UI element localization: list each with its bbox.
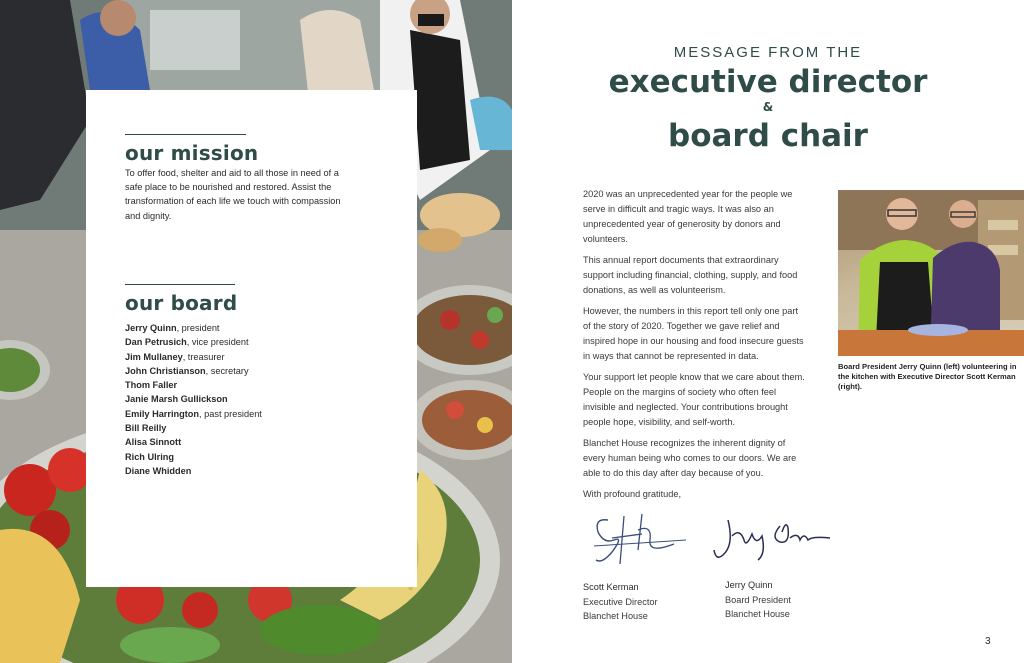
letter-paragraph: 2020 was an unprecedented year for the people we serve in difficult and tragic ways. It was also an unprecedented year of generosity by donors and volunteers. — [583, 189, 793, 244]
volunteers-photo-illustration — [838, 190, 1024, 356]
mission-text: To offer food, shelter and aid to all those in need of a safe place to be nourished and restored. Assist the transformation of each life we touch with compassion and dignity. — [125, 168, 341, 221]
signer-org: Blanchet House — [725, 609, 790, 619]
mission-board-card — [86, 90, 417, 587]
board-list — [125, 321, 262, 478]
board-member: Thom Faller — [125, 380, 178, 391]
jerry-quinn-signature — [710, 514, 840, 564]
board-member: Dan Petrusich, vice president — [125, 337, 249, 348]
letter-body — [583, 187, 805, 508]
letter-paragraph: This annual report documents that extraordinary support including financial, clothing, supply, and food donations, as well as volunteerism. — [583, 255, 798, 295]
title-executive-director: executive director — [608, 64, 928, 100]
photo-caption: Board President Jerry Quinn (left) volunteering in the kitchen with Executive Director Scott Kerman (right). — [838, 362, 1017, 391]
board-member: Jerry Quinn, president — [125, 323, 220, 333]
letter-paragraph: Blanchet House recognizes the inherent dignity of every human being who comes to our doors. We are able to do this day after day because of you. — [583, 438, 797, 478]
title-board-chair: board chair — [668, 118, 868, 154]
board-member: Bill Reilly — [125, 423, 167, 434]
letter-paragraph: However, the numbers in this report tell only one part of the story of 2020. Together we gave relief and inspired hope in our housing and food insecure guests in ways that cannot be represented in data. — [583, 306, 804, 361]
board-divider — [125, 284, 235, 285]
board-member: Diane Whidden — [125, 465, 192, 476]
signature-block-executive-director — [583, 580, 658, 624]
signer-title: Board President — [725, 594, 791, 605]
signer-name: Scott Kerman — [583, 582, 639, 592]
letter-closing: With profound gratitude, — [583, 489, 682, 499]
title-ampersand: & — [762, 100, 774, 114]
signature-block-board-president — [725, 578, 791, 622]
signer-name: Jerry Quinn — [725, 580, 773, 590]
board-member: Emily Harrington, past president — [125, 408, 262, 419]
signer-org: Blanchet House — [583, 611, 648, 621]
board-member: Alisa Sinnott — [125, 437, 182, 448]
volunteers-photo — [838, 190, 1024, 356]
board-heading: our board — [125, 291, 238, 315]
scott-kerman-signature — [590, 510, 690, 574]
signer-title: Executive Director — [583, 596, 658, 607]
board-member: Jim Mullaney, treasurer — [125, 351, 225, 362]
mission-divider — [125, 134, 246, 135]
page-number: 3 — [985, 636, 991, 647]
board-member: John Christianson, secretary — [125, 365, 249, 376]
letter-paragraph: Your support let people know that we care about them. People on the margins of society who often feel invisible and neglected. Your contributions brought people hope, visibility, and self-worth. — [583, 372, 805, 427]
board-member: Janie Marsh Gullickson — [125, 394, 228, 405]
title-kicker: MESSAGE FROM THE — [673, 44, 863, 61]
board-member: Rich Ulring — [125, 451, 175, 462]
mission-heading: our mission — [125, 141, 259, 165]
